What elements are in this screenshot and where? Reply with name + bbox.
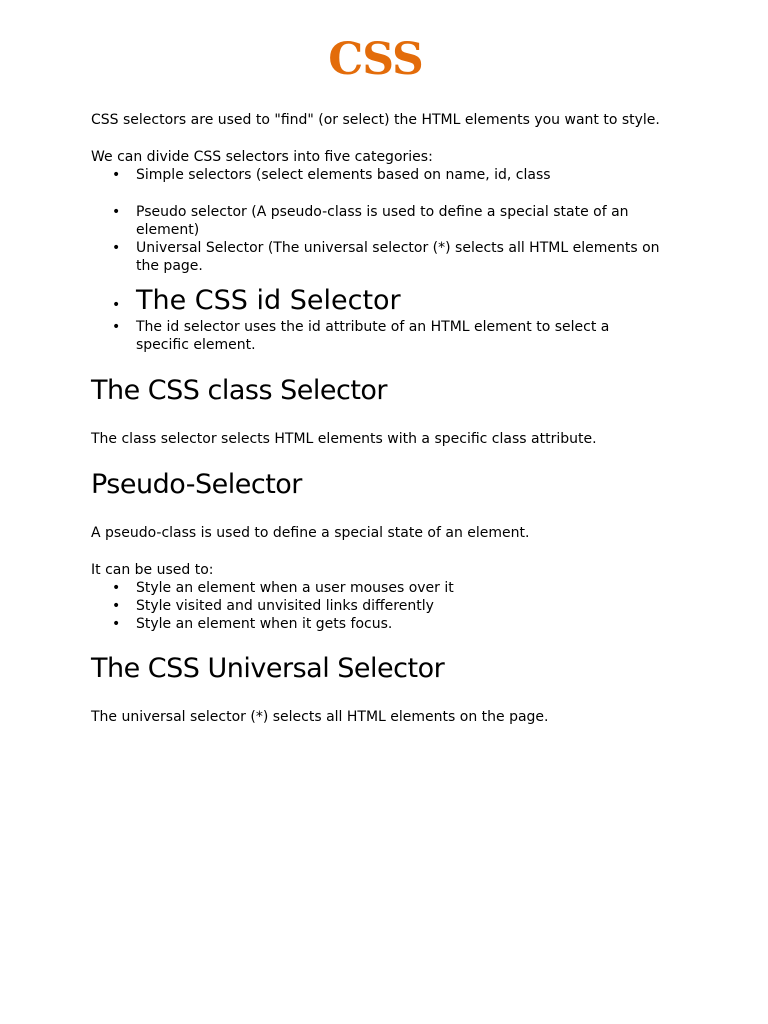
bullet-icon: •: [112, 240, 121, 256]
list-item: [91, 318, 660, 354]
universal-selector-heading: The CSS Universal Selector: [91, 653, 445, 684]
pseudo-selector-heading: Pseudo-Selector: [91, 469, 302, 500]
id-selector-heading-text: The CSS id Selector: [136, 285, 401, 316]
list-item-text: Style an element when it gets focus.: [136, 616, 393, 632]
list-item-text: Simple selectors (select elements based on name, id, class: [136, 167, 551, 183]
categories-list: [91, 166, 660, 354]
bullet-icon: •: [112, 319, 121, 335]
bullet-icon: •: [112, 167, 121, 183]
list-item: [91, 615, 660, 633]
list-item: [91, 239, 660, 275]
intro-paragraph: CSS selectors are used to "find" (or select) the HTML elements you want to style.: [91, 112, 660, 128]
pseudo-selector-uses-list: [91, 579, 660, 633]
list-item-text: Style visited and unvisited links differently: [136, 598, 434, 614]
class-selector-heading: The CSS class Selector: [91, 375, 388, 406]
list-item: [91, 597, 660, 615]
bullet-icon: •: [112, 204, 121, 220]
bullet-icon: •: [112, 598, 121, 614]
bullet-icon: •: [112, 580, 121, 596]
id-selector-description: The id selector uses the id attribute of an HTML element to select a specific element.: [136, 319, 610, 353]
document-title: CSS: [328, 34, 423, 85]
list-item-text: Universal Selector (The universal selector (*) selects all HTML elements on the page.: [136, 240, 660, 274]
universal-selector-description: The universal selector (*) selects all HTML elements on the page.: [91, 709, 549, 725]
list-item: [91, 579, 660, 597]
bullet-icon: •: [112, 616, 121, 632]
id-selector-heading: [91, 284, 660, 318]
categories-intro-paragraph: We can divide CSS selectors into five categories:: [91, 149, 433, 165]
pseudo-selector-description: A pseudo-class is used to define a special state of an element.: [91, 525, 530, 541]
list-item-text: Pseudo selector (A pseudo-class is used to define a special state of an element): [136, 204, 629, 238]
list-item: [91, 203, 660, 239]
pseudo-selector-uses-intro: It can be used to:: [91, 562, 214, 578]
list-item-text: Style an element when a user mouses over it: [136, 580, 454, 596]
bullet-icon: •: [112, 297, 121, 313]
list-item: [91, 166, 660, 184]
class-selector-description: The class selector selects HTML elements with a specific class attribute.: [91, 431, 597, 447]
